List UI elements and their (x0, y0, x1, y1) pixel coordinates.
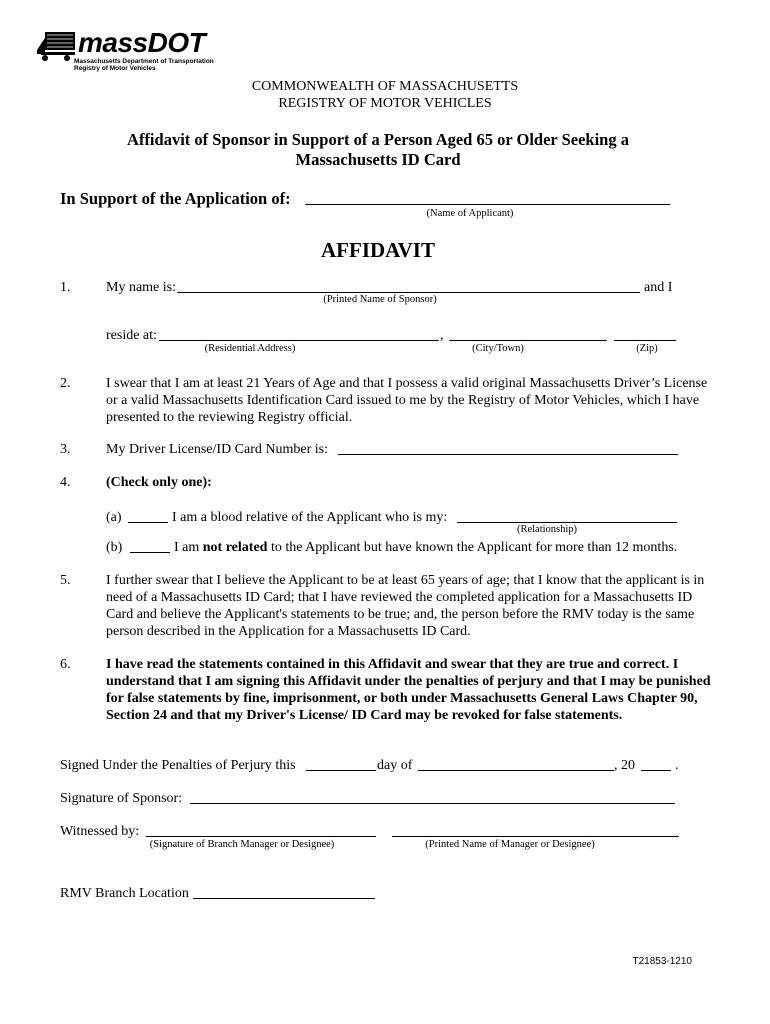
header-line-2: REGISTRY OF MOTOR VEHICLES (278, 96, 492, 111)
affidavit-heading: AFFIDAVIT (321, 238, 435, 262)
manager-name-field[interactable] (392, 836, 679, 837)
manager-signature-field[interactable] (146, 836, 376, 837)
sponsor-name-field[interactable] (177, 292, 640, 293)
signed-day-field[interactable] (306, 770, 376, 771)
relationship-field[interactable] (457, 522, 677, 523)
item-6-number: 6. (60, 657, 71, 672)
relationship-caption: (Relationship) (516, 524, 578, 535)
signed-label: Signed Under the Penalties of Perjury this (60, 758, 296, 773)
city-town-field[interactable] (449, 340, 607, 341)
option-a-text: I am a blood relative of the Applicant who is my: (172, 510, 448, 525)
item-1-number: 1. (60, 280, 71, 295)
item-3-number: 3. (60, 442, 71, 457)
signed-month-field[interactable] (418, 770, 614, 771)
option-b-bold: not related (202, 540, 268, 555)
item-2-number: 2. (60, 376, 71, 391)
manager-name-caption: (Printed Name of Manager or Designee) (425, 839, 595, 850)
support-label: In Support of the Application of: (60, 189, 291, 208)
option-a-label: (a) (106, 510, 122, 525)
logo-wordmark: massDOT (78, 27, 206, 58)
year-prefix: , 20 (614, 758, 635, 773)
zip-caption: (Zip) (636, 343, 658, 354)
applicant-name-caption: (Name of Applicant) (426, 208, 514, 219)
signed-year-field[interactable] (641, 770, 671, 771)
option-b-pre: I am (174, 540, 203, 555)
item-6-text: I have read the statements contained in this Affidavit and swear that they are true and correct. I understand that I am signing this Affidavit under the penalties of perjury and that I may be punished for false statements by fine, imprisonment, or both under Massachusetts General Laws Chapter 90, Section 24 and that my Driver's License/ ID Card may be revoked for false statements. (106, 657, 711, 723)
option-b-label: (b) (106, 540, 123, 555)
license-number-field[interactable] (338, 454, 678, 455)
zip-field[interactable] (614, 340, 676, 341)
witness-label: Witnessed by: (60, 824, 140, 839)
logo-subtitle-dept: Massachusetts Department of Transportation (74, 58, 214, 65)
item-1-label: My name is: (106, 280, 176, 295)
form-number: T21853-1210 (632, 956, 692, 967)
item-5-text: I further swear that I believe the Applicant to be at least 65 years of age; that I know that the applicant is in need of a Massachusetts ID Card; that I have reviewed the completed application for a Massachusetts ID Card and believe the Applicant's statements to be true; and, the person before the RMV today is the same person described in the Application for a Massachusetts ID Card. (106, 573, 705, 639)
applicant-name-field[interactable] (305, 204, 670, 205)
item-4-number: 4. (60, 475, 71, 490)
manager-signature-caption: (Signature of Branch Manager or Designee) (149, 839, 335, 850)
truck-icon (37, 30, 77, 64)
option-b-post: to the Applicant but have known the Applicant for more than 12 months. (267, 540, 678, 555)
sponsor-signature-field[interactable] (190, 803, 675, 804)
item-4-text: (Check only one): (106, 475, 212, 490)
item-1-suffix: and I (644, 280, 673, 295)
title-line-2: Massachusetts ID Card (295, 150, 461, 169)
day-of-label: day of (377, 758, 413, 773)
signature-label: Signature of Sponsor: (60, 791, 183, 806)
address-caption: (Residential Address) (204, 343, 296, 354)
residential-address-field[interactable] (159, 340, 439, 341)
item-3-text: My Driver License/ID Card Number is: (106, 442, 328, 457)
signed-end: . (675, 758, 679, 773)
item-5-number: 5. (60, 573, 71, 588)
option-a-check-field[interactable] (128, 522, 168, 523)
branch-label: RMV Branch Location (60, 886, 189, 901)
title-line-1: Affidavit of Sponsor in Support of a Person Aged 65 or Older Seeking a (127, 130, 629, 149)
logo-subtitle-rmv: Registry of Motor Vehicles (74, 65, 156, 72)
item-2-text: I swear that I am at least 21 Years of Age and that I possess a valid original Massachusetts Driver’s License or a valid Massachusetts Identification Card issued to me by the Registry of Motor Vehicles, which I have presented to the reviewing Registry official. (106, 376, 708, 425)
address-comma: , (440, 328, 444, 343)
option-b-check-field[interactable] (130, 552, 170, 553)
reside-label: reside at: (106, 328, 157, 343)
city-caption: (City/Town) (472, 343, 524, 354)
option-b-text (174, 539, 677, 556)
header-line-1: COMMONWEALTH OF MASSACHUSETTS (251, 79, 519, 94)
sponsor-name-caption: (Printed Name of Sponsor) (323, 294, 437, 305)
branch-location-field[interactable] (193, 898, 375, 899)
